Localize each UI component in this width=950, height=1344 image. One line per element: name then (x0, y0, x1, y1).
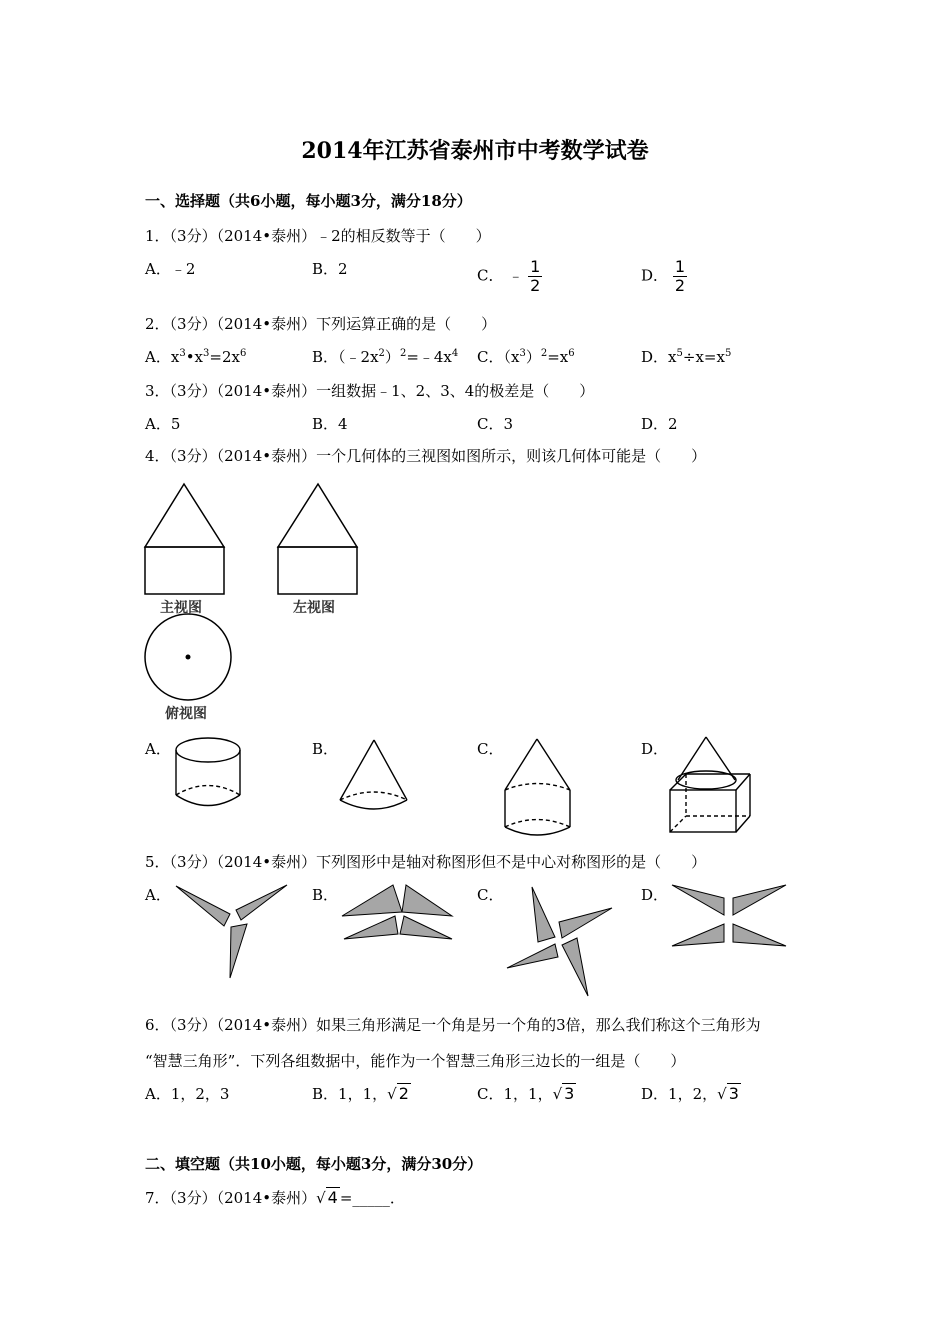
question-4-stem: 4．（3分）（2014•泰州）一个几何体的三视图如图所示，则该几何体可能是（ ） (145, 447, 707, 465)
q1-c-sign: ﹣ (508, 266, 524, 285)
q6-option-d: D．1，2，√ 3 (641, 1084, 739, 1103)
q6-c-sqrt: √ 3 (552, 1084, 575, 1103)
question-5-stem: 5．（3分）（2014•泰州）下列图形中是轴对称图形但不是中心对称图形的是（ ） (145, 853, 707, 871)
q6-option-c: C．1，1，√ 3 (477, 1084, 575, 1103)
q1-d-fraction: $\frac{1}{2}$ (674, 257, 685, 295)
bowtie-figure (672, 885, 786, 946)
front-view-triangle (145, 484, 224, 547)
q6-option-b: B．1，1，√ 2 (312, 1084, 409, 1103)
cone-on-cuboid-shape (670, 737, 750, 832)
q3-option-d: D．2 (641, 415, 678, 433)
left-view-rect (278, 547, 357, 594)
caption-left-view: 左视图 (293, 600, 335, 616)
page-title: 2014年江苏省泰州市中考数学试卷 (301, 138, 649, 164)
pinwheel-figure (507, 887, 612, 996)
q3-option-a: A．5 (145, 415, 181, 433)
q5-figures (0, 0, 1, 1)
left-view-triangle (278, 484, 357, 547)
q1-option-d-label: D． (641, 266, 669, 285)
q4-option-d: D． (641, 740, 669, 758)
q2-option-c: C．$(x^3)^2=x^6$ (477, 348, 575, 366)
front-view-rect (145, 547, 224, 594)
arrow-symmetric-figure (342, 885, 452, 939)
q5-option-a: A． (145, 886, 171, 904)
section-heading-1: 一、选择题（共6小题，每小题3分，满分18分） (145, 192, 472, 210)
q6-option-a: A．1，2，3 (145, 1085, 230, 1103)
q4-option-b: B． (312, 740, 339, 758)
q1-option-b: B．2 (312, 260, 348, 278)
q5-option-d: D． (641, 886, 669, 904)
q2-option-d: D．$x^5\div x=x^5$ (641, 348, 732, 366)
question-6-stem-line1: 6．（3分）（2014•泰州）如果三角形满足一个角是另一个角的3倍，那么我们称这个三角形为 (145, 1016, 761, 1034)
caption-front-view: 主视图 (160, 600, 202, 616)
q2-option-b: B．$(﹣2x^2)^2=﹣4x^4$ (312, 348, 459, 366)
q4-option-c: C． (477, 740, 504, 758)
question-6-stem-line2: “智慧三角形”．下列各组数据中，能作为一个智慧三角形三边长的一组是（ ） (145, 1052, 686, 1070)
q5-option-b: B． (312, 886, 339, 904)
q1-option-c-label: C． (477, 266, 504, 285)
q1-option-a: A．﹣2 (145, 260, 196, 278)
caption-top-view: 俯视图 (165, 706, 207, 722)
q1-option-c (477, 258, 542, 295)
question-1-stem: 1．（3分）（2014•泰州）﹣2的相反数等于（ ） (145, 227, 491, 245)
q7-sqrt: √ 4 (316, 1188, 338, 1207)
q6-b-sqrt: √ 2 (387, 1084, 409, 1103)
cone-shape (340, 740, 407, 809)
q5-option-c: C． (477, 886, 504, 904)
q6-d-sqrt: √ 3 (717, 1084, 739, 1103)
q2-option-a: A．$x^3•x^3=2x^6$ (145, 348, 247, 366)
q4-option-a: A． (145, 740, 171, 758)
q1-c-fraction: $\frac{1}{2}$ (530, 257, 541, 295)
top-view-center-dot (186, 655, 191, 660)
section-heading-2: 二、填空题（共10小题，每小题3分，满分30分） (145, 1155, 483, 1173)
question-2-stem: 2．（3分）（2014•泰州）下列运算正确的是（ ） (145, 315, 497, 333)
cylinder-shape (176, 738, 240, 806)
question-7-stem: 7．（3分）（2014•泰州）√ 4 =_____． (145, 1188, 405, 1207)
three-blade-figure (176, 885, 287, 978)
q1-option-d (641, 258, 687, 295)
question-3-stem: 3．（3分）（2014•泰州）一组数据﹣1、2、3、4的极差是（ ） (145, 382, 595, 400)
cone-on-cylinder-shape (505, 739, 570, 835)
q3-option-c: C．3 (477, 415, 514, 433)
q3-option-b: B．4 (312, 415, 348, 433)
